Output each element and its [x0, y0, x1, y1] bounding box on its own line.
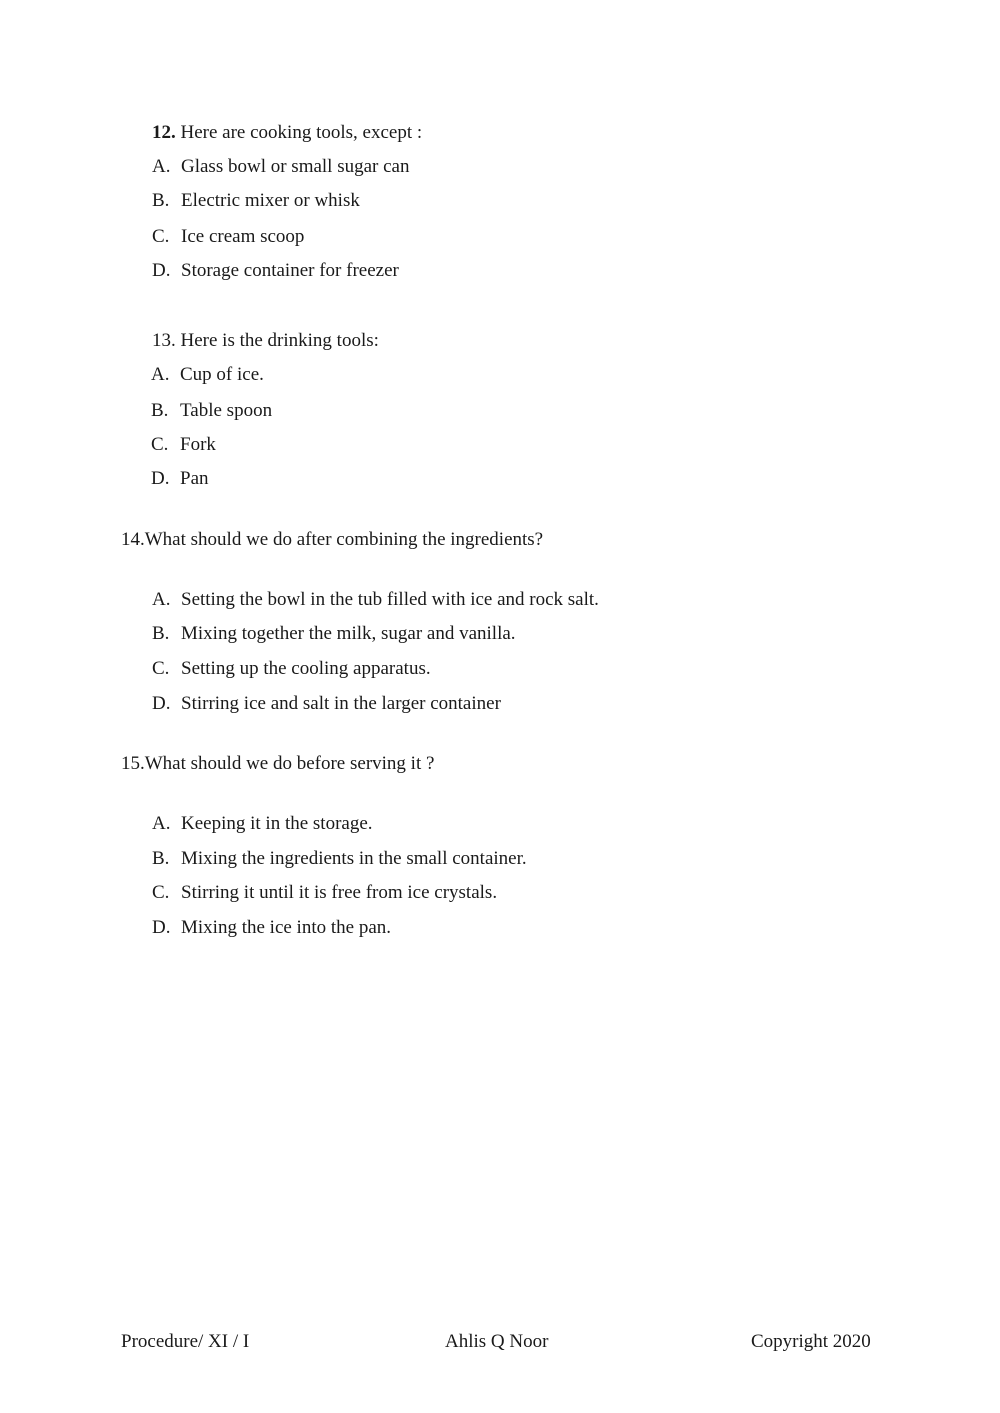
- option-15-c: [152, 881, 497, 905]
- option-text: Keeping it in the storage.: [181, 813, 373, 834]
- question-number: 15.: [121, 753, 145, 774]
- option-letter: C.: [152, 882, 170, 903]
- option-text: Setting the bowl in the tub filled with ice and rock salt.: [181, 589, 599, 610]
- option-text: Mixing the ingredients in the small container.: [181, 848, 527, 869]
- option-text: Storage container for freezer: [181, 260, 399, 281]
- question-text: Here are cooking tools, except :: [180, 122, 423, 143]
- option-14-d: [152, 692, 501, 716]
- question-15: [121, 752, 434, 776]
- option-12-d: [152, 259, 399, 283]
- option-letter: D.: [152, 917, 171, 938]
- option-15-d: [152, 916, 391, 940]
- option-letter: B.: [152, 623, 170, 644]
- option-text: Mixing the ice into the pan.: [181, 917, 392, 938]
- option-text: Ice cream scoop: [181, 226, 305, 247]
- option-letter: D.: [152, 693, 171, 714]
- option-text: Table spoon: [180, 400, 273, 421]
- option-13-d: [151, 467, 209, 491]
- option-letter: B.: [151, 400, 169, 421]
- option-letter: B.: [152, 190, 170, 211]
- option-letter: A.: [152, 589, 171, 610]
- option-14-a: [152, 588, 599, 612]
- option-letter: D.: [151, 468, 170, 489]
- option-text: Mixing together the milk, sugar and vanilla.: [181, 623, 516, 644]
- option-13-c: [151, 433, 216, 457]
- question-12: [152, 121, 422, 145]
- option-letter: C.: [152, 226, 170, 247]
- option-letter: A.: [151, 364, 170, 385]
- footer-right: Copyright 2020: [751, 1331, 871, 1352]
- option-12-b: [152, 189, 360, 213]
- option-13-b: [151, 399, 272, 423]
- question-text: Here is the drinking tools:: [180, 330, 379, 351]
- option-14-c: [152, 657, 431, 681]
- option-15-b: [152, 847, 527, 871]
- option-text: Pan: [180, 468, 209, 489]
- option-text: Setting up the cooling apparatus.: [181, 658, 431, 679]
- option-text: Electric mixer or whisk: [181, 190, 360, 211]
- option-letter: B.: [152, 848, 170, 869]
- option-letter: A.: [152, 156, 171, 177]
- option-text: Stirring it until it is free from ice crystals.: [181, 882, 498, 903]
- option-text: Fork: [180, 434, 216, 455]
- question-text: What should we do before serving it ?: [144, 753, 435, 774]
- question-number: 12.: [152, 122, 176, 143]
- option-12-c: [152, 225, 304, 249]
- option-14-b: [152, 622, 516, 646]
- question-text: What should we do after combining the ingredients?: [144, 529, 544, 550]
- option-13-a: [151, 363, 264, 387]
- question-13: [152, 329, 379, 353]
- question-number: 14.: [121, 529, 145, 550]
- option-text: Glass bowl or small sugar can: [181, 156, 410, 177]
- footer-left: Procedure/ XI / I: [121, 1331, 250, 1352]
- option-letter: D.: [152, 260, 171, 281]
- option-text: Stirring ice and salt in the larger container: [181, 693, 501, 714]
- option-12-a: [152, 155, 409, 179]
- option-15-a: [152, 812, 373, 836]
- option-text: Cup of ice.: [180, 364, 264, 385]
- question-14: [121, 528, 543, 552]
- option-letter: C.: [151, 434, 169, 455]
- option-letter: A.: [152, 813, 171, 834]
- question-number: 13.: [152, 330, 176, 351]
- footer-center: Ahlis Q Noor: [445, 1331, 549, 1352]
- option-letter: C.: [152, 658, 170, 679]
